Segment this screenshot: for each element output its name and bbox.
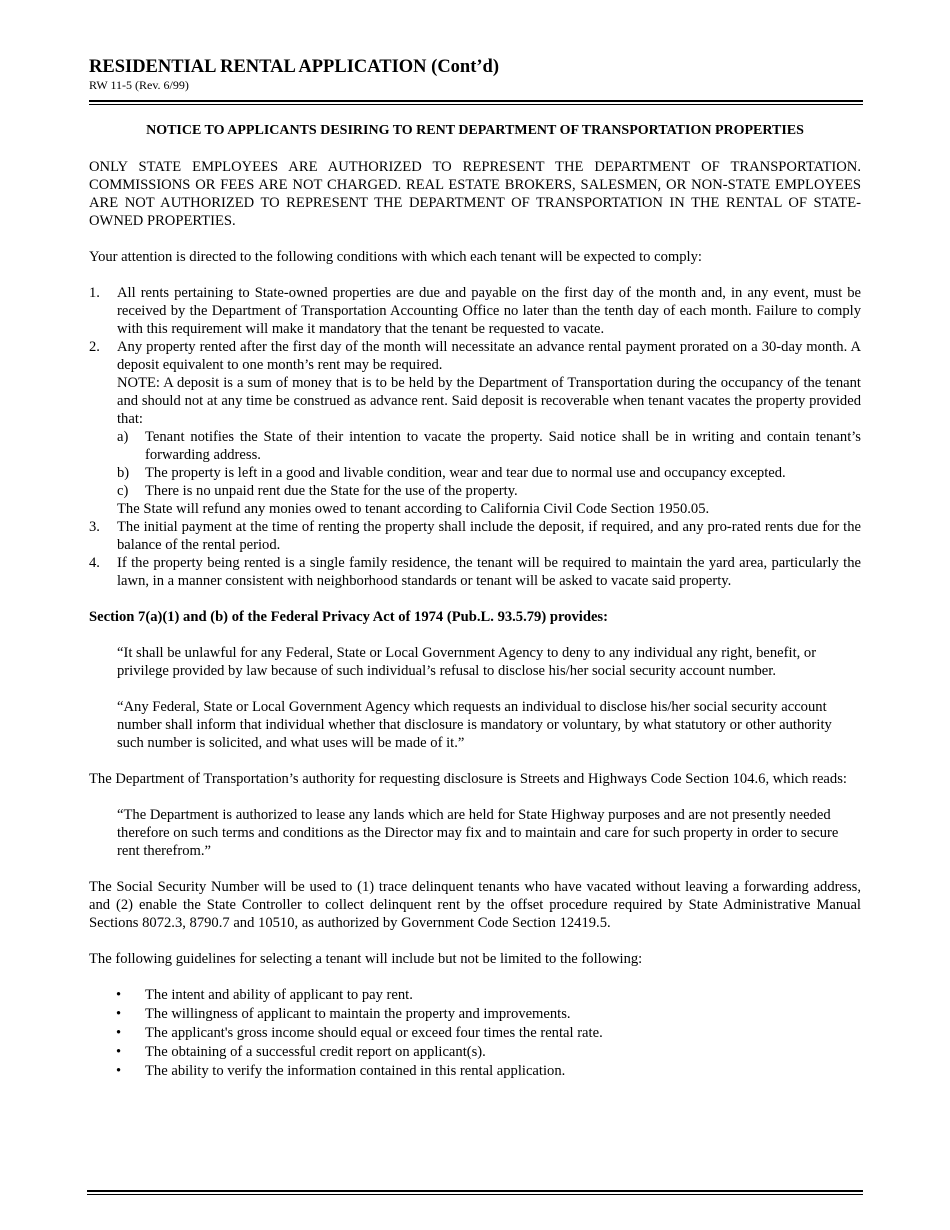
sub-item: [117, 482, 861, 500]
sub-item-text: There is no unpaid rent due the State for the use of the property.: [145, 483, 518, 499]
notice-heading: NOTICE TO APPLICANTS DESIRING TO RENT DEPARTMENT OF TRANSPORTATION PROPERTIES: [146, 123, 804, 138]
authority-text: The Department of Transportation’s authority for requesting disclosure is Streets and Highways Code Section 104.6, which reads:: [89, 771, 847, 787]
highway-code-quote: “The Department is authorized to lease any lands which are held for State Highway purposes and are not presently needed therefore on such terms and conditions as the Director may fix and to maintain and care for such property in order to secure rent therefrom.”: [117, 807, 839, 859]
page-title: RESIDENTIAL RENTAL APPLICATION (Cont’d): [89, 57, 499, 77]
privacy-quote-1: “It shall be unlawful for any Federal, State or Local Government Agency to deny to any individual any right, benefit, or privilege provided by law because of such individual’s refusal to disclose his/her social security account number.: [117, 645, 817, 679]
sub-item-text: Tenant notifies the State of their intention to vacate the property. Said notice shall be in writing and contain tenant’s forwarding address.: [145, 429, 861, 463]
notice-warning: ONLY STATE EMPLOYEES ARE AUTHORIZED TO REPRESENT THE DEPARTMENT OF TRANSPORTATION. COMMISSIONS OR FEES ARE NOT CHARGED. REAL ESTATE BROKERS, SALESMEN, OR NON-STATE EMPLOYEES ARE NOT AUTHORIZED TO REPRESENT THE DEPARTMENT OF TRANSPORTATION IN THE RENTAL OF STATE-OWNED PROPERTIES.: [89, 159, 861, 229]
guidelines-list: [89, 986, 861, 1081]
list-item: [89, 1024, 861, 1043]
conditions-list: [89, 284, 861, 590]
bullet-icon: •: [116, 1044, 122, 1060]
list-item: [89, 518, 861, 554]
list-item: [89, 1043, 861, 1062]
guideline-text: The applicant's gross income should equal or exceed four times the rental rate.: [145, 1025, 603, 1041]
guideline-text: The willingness of applicant to maintain the property and improvements.: [145, 1006, 571, 1022]
item-number: 1.: [89, 285, 100, 301]
list-item: [89, 284, 861, 338]
deposit-note: NOTE: A deposit is a sum of money that is to be held by the Department of Transportation during the occupancy of the tenant and should not at any time be construed as advance rent. Said deposit is recoverable when tenant vacates the property provided that:: [117, 375, 861, 427]
list-item: [89, 338, 861, 518]
list-item: [89, 554, 861, 590]
list-item: [89, 1005, 861, 1024]
guideline-text: The ability to verify the information contained in this rental application.: [145, 1063, 566, 1079]
list-item: [89, 1062, 861, 1081]
item-number: 2.: [89, 339, 100, 355]
item-number: 4.: [89, 555, 100, 571]
bullet-icon: •: [116, 1025, 122, 1041]
sub-item: [117, 428, 861, 464]
list-item: [89, 986, 861, 1005]
item-text: All rents pertaining to State-owned properties are due and payable on the first day of the month and, in any event, must be received by the Department of Transportation Accounting Office no later than the tenth day of each month. Failure to comply with this requirement will make it mandatory that the tenant be requested to vacate.: [117, 285, 861, 337]
guideline-text: The intent and ability of applicant to pay rent.: [145, 987, 413, 1003]
form-number: RW 11-5 (Rev. 6/99): [89, 78, 189, 92]
sub-item-letter: b): [117, 465, 130, 481]
item-number: 3.: [89, 519, 100, 535]
document-page: [89, 56, 861, 1081]
guideline-text: The obtaining of a successful credit report on applicant(s).: [145, 1044, 486, 1060]
conditions-intro: Your attention is directed to the following conditions with which each tenant will be expected to comply:: [89, 249, 702, 265]
sub-item-letter: c): [117, 483, 129, 499]
bullet-icon: •: [116, 987, 122, 1003]
bullet-icon: •: [116, 1063, 122, 1079]
privacy-quote-2: “Any Federal, State or Local Government Agency which requests an individual to disclose his/her social security account number shall inform that individual whether that disclosure is mandatory or voluntary, by what statutory or other authority such number is solicited, and what uses will be made of it.”: [117, 699, 832, 751]
sub-item-letter: a): [117, 429, 129, 445]
guidelines-intro: The following guidelines for selecting a tenant will include but not be limited to the following:: [89, 951, 643, 967]
privacy-heading: Section 7(a)(1) and (b) of the Federal Privacy Act of 1974 (Pub.L. 93.5.79) provides:: [89, 609, 608, 625]
header-divider: [89, 100, 863, 105]
item-text: Any property rented after the first day of the month will necessitate an advance rental payment prorated on a 30-day month. A deposit equivalent to one month’s rent may be required.: [117, 339, 861, 373]
bullet-icon: •: [116, 1006, 122, 1022]
item-text: The initial payment at the time of renting the property shall include the deposit, if required, and any pro-rated rents due for the balance of the rental period.: [117, 519, 861, 553]
sub-item-text: The property is left in a good and livable condition, wear and tear due to normal use and occupancy excepted.: [145, 465, 786, 481]
footer-divider: [87, 1190, 863, 1195]
ssn-use-text: The Social Security Number will be used to (1) trace delinquent tenants who have vacated without leaving a forwarding address, and (2) enable the State Controller to collect delinquent rent by the offset procedure required by State Administrative Manual Sections 8072.3, 8790.7 and 10510, as authorized by Government Code Section 12419.5.: [89, 879, 861, 931]
sub-item: [117, 464, 861, 482]
refund-text: The State will refund any monies owed to tenant according to California Civil Code Section 1950.05.: [117, 501, 710, 517]
item-text: If the property being rented is a single family residence, the tenant will be required to maintain the yard area, particularly the lawn, in a manner consistent with neighborhood standards or tenant will be asked to vacate said property.: [117, 555, 861, 589]
